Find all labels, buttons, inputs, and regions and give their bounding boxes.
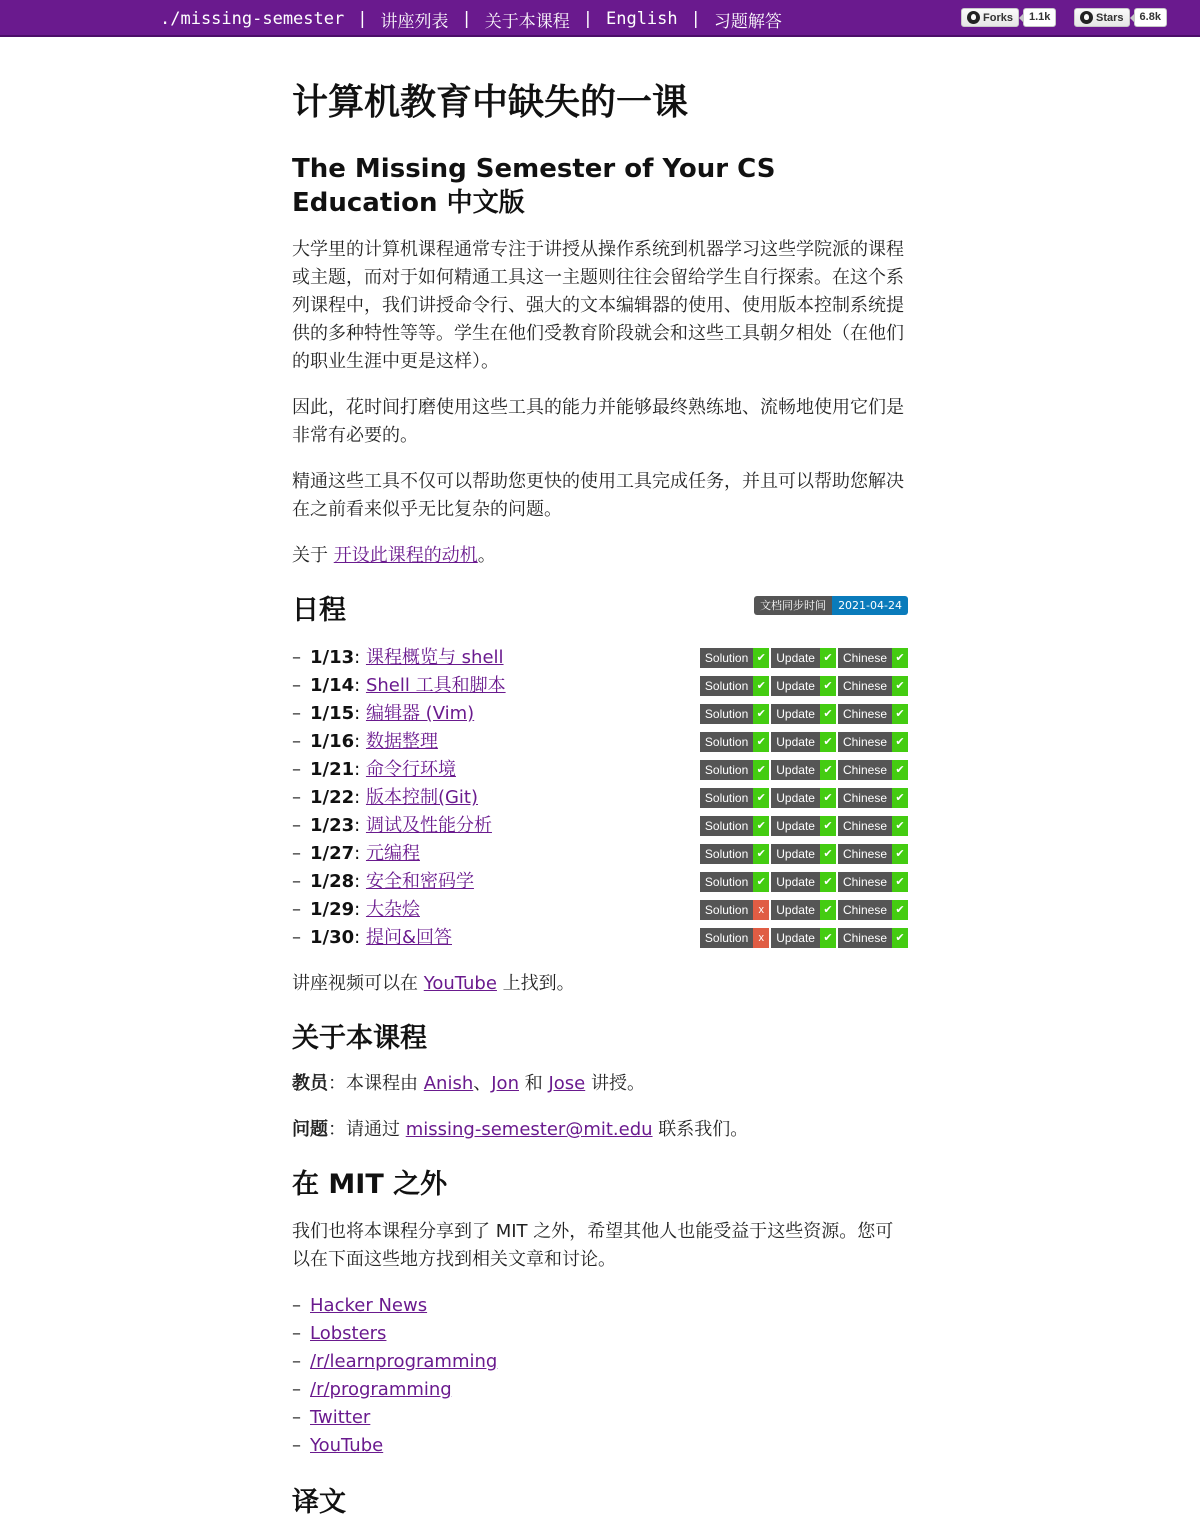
chinese-badge-label: Chinese xyxy=(838,704,892,724)
chinese-badge-label: Chinese xyxy=(838,900,892,920)
motivation-suffix: 。 xyxy=(477,545,496,566)
chinese-badge[interactable] xyxy=(838,928,908,948)
chinese-status-icon: ✔ xyxy=(892,732,908,752)
update-badge-label: Update xyxy=(771,760,820,780)
update-badge-label: Update xyxy=(771,732,820,752)
discussion-link[interactable]: Lobsters xyxy=(310,1323,387,1344)
motivation-paragraph xyxy=(292,542,908,570)
nav-lectures-link[interactable]: 讲座列表 xyxy=(380,11,449,32)
discussion-link[interactable]: Twitter xyxy=(310,1407,371,1428)
chinese-badge[interactable] xyxy=(838,844,908,864)
update-status-icon: ✔ xyxy=(820,760,836,780)
lecture-date: 1/27 xyxy=(310,843,355,864)
update-badge[interactable] xyxy=(771,844,836,864)
solution-badge-label: Solution xyxy=(700,788,753,808)
update-badge-label: Update xyxy=(771,676,820,696)
lecture-link[interactable]: Shell 工具和脚本 xyxy=(365,675,506,696)
list-dash: – xyxy=(292,647,301,668)
solution-badge[interactable] xyxy=(700,844,769,864)
solution-status-icon: ✔ xyxy=(753,704,769,724)
lecture-link[interactable]: 安全和密码学 xyxy=(365,871,474,892)
solution-badge[interactable] xyxy=(700,676,769,696)
list-dash: – xyxy=(292,731,301,752)
update-badge-label: Update xyxy=(771,648,820,668)
chinese-badge[interactable] xyxy=(838,872,908,892)
nav-separator: | xyxy=(582,9,593,29)
discussion-link[interactable]: /r/programming xyxy=(310,1379,452,1400)
chinese-status-icon: ✔ xyxy=(892,900,908,920)
solution-badge-label: Solution xyxy=(700,900,753,920)
lecture-link[interactable]: 提问&回答 xyxy=(365,927,452,948)
date-colon: : xyxy=(354,703,366,724)
lecture-status-badges xyxy=(698,900,908,920)
chinese-badge[interactable] xyxy=(838,732,908,752)
lecture-link[interactable]: 元编程 xyxy=(365,843,420,864)
discussion-link-item xyxy=(292,1348,908,1376)
staff-sep: 和 xyxy=(518,1073,549,1094)
date-colon: : xyxy=(354,731,366,752)
solution-status-icon: x xyxy=(753,928,769,948)
forks-label: Forks xyxy=(983,11,1013,24)
update-status-icon: ✔ xyxy=(820,844,836,864)
update-status-icon: ✔ xyxy=(820,732,836,752)
discussion-link[interactable]: YouTube xyxy=(310,1435,384,1456)
solution-badge-label: Solution xyxy=(700,816,753,836)
list-dash: – xyxy=(292,759,301,780)
update-status-icon: ✔ xyxy=(820,704,836,724)
intro-paragraph: 大学里的计算机课程通常专注于讲授从操作系统到机器学习这些学院派的课程或主题，而对于如何精通工具这一主题则往往会留给学生自行探索。在这个系列课程中，我们讲授命令行、强大的文本编辑器的使用、使用版本控制系统提供的多种特性等等。学生在他们受教育阶段就会和这些工具朝夕相处（在他们的职业生涯中更是这样）。 xyxy=(292,239,904,372)
list-dash: – xyxy=(292,1407,301,1428)
intro-paragraph: 精通这些工具不仅可以帮助您更快的使用工具完成任务，并且可以帮助您解决在之前看来似乎无比复杂的问题。 xyxy=(292,471,904,520)
update-badge-label: Update xyxy=(771,872,820,892)
sync-label: 文档同步时间 xyxy=(754,596,832,615)
questions-text: ：请通过 xyxy=(328,1119,406,1140)
questions-label: 问题 xyxy=(292,1119,328,1140)
staff-link-jose[interactable]: Jose xyxy=(548,1073,586,1094)
chinese-status-icon: ✔ xyxy=(892,928,908,948)
discussion-link-item xyxy=(292,1292,908,1320)
solution-status-icon: ✔ xyxy=(753,676,769,696)
staff-link-jon[interactable]: Jon xyxy=(491,1073,519,1094)
list-dash: – xyxy=(292,1435,301,1456)
about-heading: 关于本课程 xyxy=(292,1023,427,1054)
staff-label: 教员 xyxy=(292,1073,328,1094)
schedule-item xyxy=(292,840,908,868)
schedule-item xyxy=(292,756,908,784)
schedule-item xyxy=(292,868,908,896)
staff-text: ：本课程由 xyxy=(328,1073,424,1094)
solution-badge[interactable] xyxy=(700,900,769,920)
update-badge-label: Update xyxy=(771,844,820,864)
solution-status-icon: ✔ xyxy=(753,872,769,892)
update-badge-label: Update xyxy=(771,928,820,948)
list-dash: – xyxy=(292,815,301,836)
list-dash: – xyxy=(292,787,301,808)
nav-separator: | xyxy=(357,9,368,29)
lecture-status-badges xyxy=(700,648,908,668)
date-colon: : xyxy=(354,815,366,836)
sync-date-badge xyxy=(754,596,908,615)
top-nav-bar xyxy=(0,0,1200,37)
list-dash: – xyxy=(292,843,301,864)
chinese-badge-label: Chinese xyxy=(838,676,892,696)
chinese-badge-label: Chinese xyxy=(838,872,892,892)
discussion-link[interactable]: Hacker News xyxy=(310,1295,428,1316)
youtube-link[interactable]: YouTube xyxy=(423,973,497,994)
list-dash: – xyxy=(292,1295,301,1316)
update-badge[interactable] xyxy=(771,676,836,696)
github-forks-widget xyxy=(961,8,1056,27)
update-badge-label: Update xyxy=(771,788,820,808)
chinese-badge[interactable] xyxy=(838,704,908,724)
list-dash: – xyxy=(292,703,301,724)
list-dash: – xyxy=(292,927,301,948)
chinese-status-icon: ✔ xyxy=(892,788,908,808)
nav-about-link[interactable]: 关于本课程 xyxy=(484,11,570,32)
chinese-badge-label: Chinese xyxy=(838,788,892,808)
solution-badge-label: Solution xyxy=(700,676,753,696)
discussion-link[interactable]: /r/learnprogramming xyxy=(310,1351,498,1372)
stars-count[interactable]: 6.8k xyxy=(1134,8,1167,27)
chinese-badge[interactable] xyxy=(838,760,908,780)
lecture-status-badges xyxy=(698,928,908,948)
videos-prefix: 讲座视频可以在 xyxy=(292,973,424,994)
solution-badge-label: Solution xyxy=(700,760,753,780)
date-colon: : xyxy=(354,675,366,696)
update-status-icon: ✔ xyxy=(820,676,836,696)
update-status-icon: ✔ xyxy=(820,788,836,808)
site-nav xyxy=(160,6,782,32)
solution-status-icon: ✔ xyxy=(753,816,769,836)
lecture-status-badges xyxy=(700,760,908,780)
lecture-link[interactable]: 大杂烩 xyxy=(365,899,420,920)
chinese-badge[interactable] xyxy=(838,648,908,668)
list-dash: – xyxy=(292,1379,301,1400)
lecture-status-badges xyxy=(700,704,908,724)
solution-badge-label: Solution xyxy=(700,648,753,668)
nav-english-link[interactable]: English xyxy=(605,9,678,29)
list-dash: – xyxy=(292,1351,301,1372)
list-dash: – xyxy=(292,1323,301,1344)
update-status-icon: ✔ xyxy=(820,648,836,668)
chinese-status-icon: ✔ xyxy=(892,704,908,724)
chinese-status-icon: ✔ xyxy=(892,676,908,696)
chinese-badge[interactable] xyxy=(838,900,908,920)
lecture-link[interactable]: 数据整理 xyxy=(365,731,438,752)
date-colon: : xyxy=(354,927,366,948)
discussion-link-item xyxy=(292,1376,908,1404)
lecture-date: 1/22 xyxy=(310,787,355,808)
lecture-link[interactable]: 调试及性能分析 xyxy=(365,815,492,836)
motivation-prefix: 关于 xyxy=(292,545,334,566)
update-badge[interactable] xyxy=(771,788,836,808)
solution-badge[interactable] xyxy=(700,704,769,724)
solution-badge[interactable] xyxy=(700,872,769,892)
lecture-status-badges xyxy=(700,788,908,808)
beyond-mit-paragraph: 我们也将本课程分享到了 MIT 之外，希望其他人也能受益于这些资源。您可以在下面这些地方找到相关文章和讨论。 xyxy=(292,1221,894,1270)
chinese-badge[interactable] xyxy=(838,816,908,836)
lecture-date: 1/28 xyxy=(310,871,355,892)
lecture-link[interactable]: 版本控制(Git) xyxy=(365,787,479,808)
update-badge-label: Update xyxy=(771,816,820,836)
forks-count[interactable]: 1.1k xyxy=(1023,8,1056,27)
update-badge[interactable] xyxy=(771,760,836,780)
date-colon: : xyxy=(354,871,366,892)
translations-heading: 译文 xyxy=(292,1487,346,1518)
list-dash: – xyxy=(292,899,301,920)
update-badge[interactable] xyxy=(771,732,836,752)
chinese-status-icon: ✔ xyxy=(892,844,908,864)
schedule-heading: 日程 xyxy=(292,595,346,626)
lecture-status-badges xyxy=(700,816,908,836)
date-colon: : xyxy=(354,843,366,864)
update-badge-label: Update xyxy=(771,900,820,920)
intro-paragraph: 因此，花时间打磨使用这些工具的能力并能够最终熟练地、流畅地使用它们是非常有必要的。 xyxy=(292,397,904,446)
lecture-status-badges xyxy=(700,676,908,696)
staff-link-anish[interactable]: Anish xyxy=(423,1073,474,1094)
chinese-status-icon: ✔ xyxy=(892,648,908,668)
discussion-link-item xyxy=(292,1432,908,1460)
chinese-status-icon: ✔ xyxy=(892,872,908,892)
list-dash: – xyxy=(292,871,301,892)
solution-badge[interactable] xyxy=(700,788,769,808)
chinese-badge-label: Chinese xyxy=(838,816,892,836)
lecture-link[interactable]: 编辑器 (Vim) xyxy=(365,703,475,724)
chinese-badge-label: Chinese xyxy=(838,732,892,752)
lecture-date: 1/30 xyxy=(310,927,355,948)
solution-status-icon: x xyxy=(753,900,769,920)
update-badge[interactable] xyxy=(771,900,836,920)
schedule-item xyxy=(292,812,908,840)
update-badge[interactable] xyxy=(771,928,836,948)
schedule-item xyxy=(292,924,908,952)
solution-badge[interactable] xyxy=(700,760,769,780)
main-content xyxy=(292,80,908,1520)
solution-badge-label: Solution xyxy=(700,732,753,752)
solution-badge-label: Solution xyxy=(700,844,753,864)
solution-status-icon: ✔ xyxy=(753,844,769,864)
page-subtitle: The Missing Semester of Your CS Education 中文版 xyxy=(292,154,776,218)
lecture-date: 1/23 xyxy=(310,815,355,836)
schedule-item xyxy=(292,672,908,700)
solution-badge-label: Solution xyxy=(700,928,753,948)
lecture-date: 1/21 xyxy=(310,759,355,780)
lecture-link[interactable]: 命令行环境 xyxy=(365,759,456,780)
nav-separator: | xyxy=(461,9,472,29)
solution-status-icon: ✔ xyxy=(753,732,769,752)
schedule-item xyxy=(292,700,908,728)
date-colon: : xyxy=(354,899,366,920)
solution-badge-label: Solution xyxy=(700,704,753,724)
chinese-badge-label: Chinese xyxy=(838,648,892,668)
update-badge[interactable] xyxy=(771,704,836,724)
staff-suffix: 讲授。 xyxy=(585,1073,645,1094)
lecture-status-badges xyxy=(700,732,908,752)
update-status-icon: ✔ xyxy=(820,900,836,920)
lecture-date: 1/13 xyxy=(310,647,355,668)
schedule-item xyxy=(292,896,908,924)
chinese-status-icon: ✔ xyxy=(892,816,908,836)
solution-status-icon: ✔ xyxy=(753,788,769,808)
nav-home-link[interactable]: ./missing-semester xyxy=(160,9,345,29)
schedule-item xyxy=(292,728,908,756)
lecture-status-badges xyxy=(700,872,908,892)
chinese-badge[interactable] xyxy=(838,676,908,696)
github-icon xyxy=(967,11,980,24)
questions-suffix: 联系我们。 xyxy=(652,1119,749,1140)
date-colon: : xyxy=(354,787,366,808)
list-dash: – xyxy=(292,675,301,696)
lecture-link[interactable]: 课程概览与 shell xyxy=(365,647,504,668)
stars-label: Stars xyxy=(1096,11,1124,24)
solution-badge[interactable] xyxy=(700,816,769,836)
chinese-badge-label: Chinese xyxy=(838,760,892,780)
solution-badge-label: Solution xyxy=(700,872,753,892)
solution-badge[interactable] xyxy=(700,928,769,948)
schedule-item xyxy=(292,784,908,812)
lecture-date: 1/29 xyxy=(310,899,355,920)
nav-separator: | xyxy=(690,9,701,29)
update-status-icon: ✔ xyxy=(820,872,836,892)
schedule-item xyxy=(292,644,908,672)
discussion-link-item xyxy=(292,1404,908,1432)
update-status-icon: ✔ xyxy=(820,816,836,836)
update-badge[interactable] xyxy=(771,816,836,836)
lecture-date: 1/14 xyxy=(310,675,355,696)
schedule-list xyxy=(292,644,908,952)
discussion-link-item xyxy=(292,1320,908,1348)
chinese-status-icon: ✔ xyxy=(892,760,908,780)
github-stars-widget xyxy=(1074,8,1167,27)
page-title: 计算机教育中缺失的一课 xyxy=(292,82,689,123)
beyond-mit-heading: 在 MIT 之外 xyxy=(292,1169,448,1200)
github-forks-button[interactable] xyxy=(961,8,1019,27)
discussion-links-list xyxy=(292,1292,908,1460)
motivation-link[interactable]: 开设此课程的动机 xyxy=(333,545,478,566)
solution-status-icon: ✔ xyxy=(753,648,769,668)
solution-badge[interactable] xyxy=(700,648,769,668)
staff-paragraph xyxy=(292,1070,908,1098)
chinese-badge-label: Chinese xyxy=(838,844,892,864)
staff-sep: 、 xyxy=(473,1073,492,1094)
schedule-header xyxy=(292,594,908,632)
nav-solutions-link[interactable]: 习题解答 xyxy=(713,11,782,32)
chinese-badge[interactable] xyxy=(838,788,908,808)
chinese-badge-label: Chinese xyxy=(838,928,892,948)
sync-date: 2021-04-24 xyxy=(832,596,908,615)
update-status-icon: ✔ xyxy=(820,928,836,948)
github-icon xyxy=(1080,11,1093,24)
lecture-date: 1/16 xyxy=(310,731,355,752)
github-stars-button[interactable] xyxy=(1074,8,1130,27)
update-badge-label: Update xyxy=(771,704,820,724)
videos-paragraph xyxy=(292,970,908,998)
update-badge[interactable] xyxy=(771,872,836,892)
videos-suffix: 上找到。 xyxy=(496,973,575,994)
date-colon: : xyxy=(354,759,366,780)
solution-badge[interactable] xyxy=(700,732,769,752)
solution-status-icon: ✔ xyxy=(753,760,769,780)
date-colon: : xyxy=(354,647,366,668)
questions-paragraph xyxy=(292,1116,908,1144)
email-link[interactable]: missing-semester@mit.edu xyxy=(405,1119,653,1140)
update-badge[interactable] xyxy=(771,648,836,668)
lecture-status-badges xyxy=(700,844,908,864)
lecture-date: 1/15 xyxy=(310,703,355,724)
